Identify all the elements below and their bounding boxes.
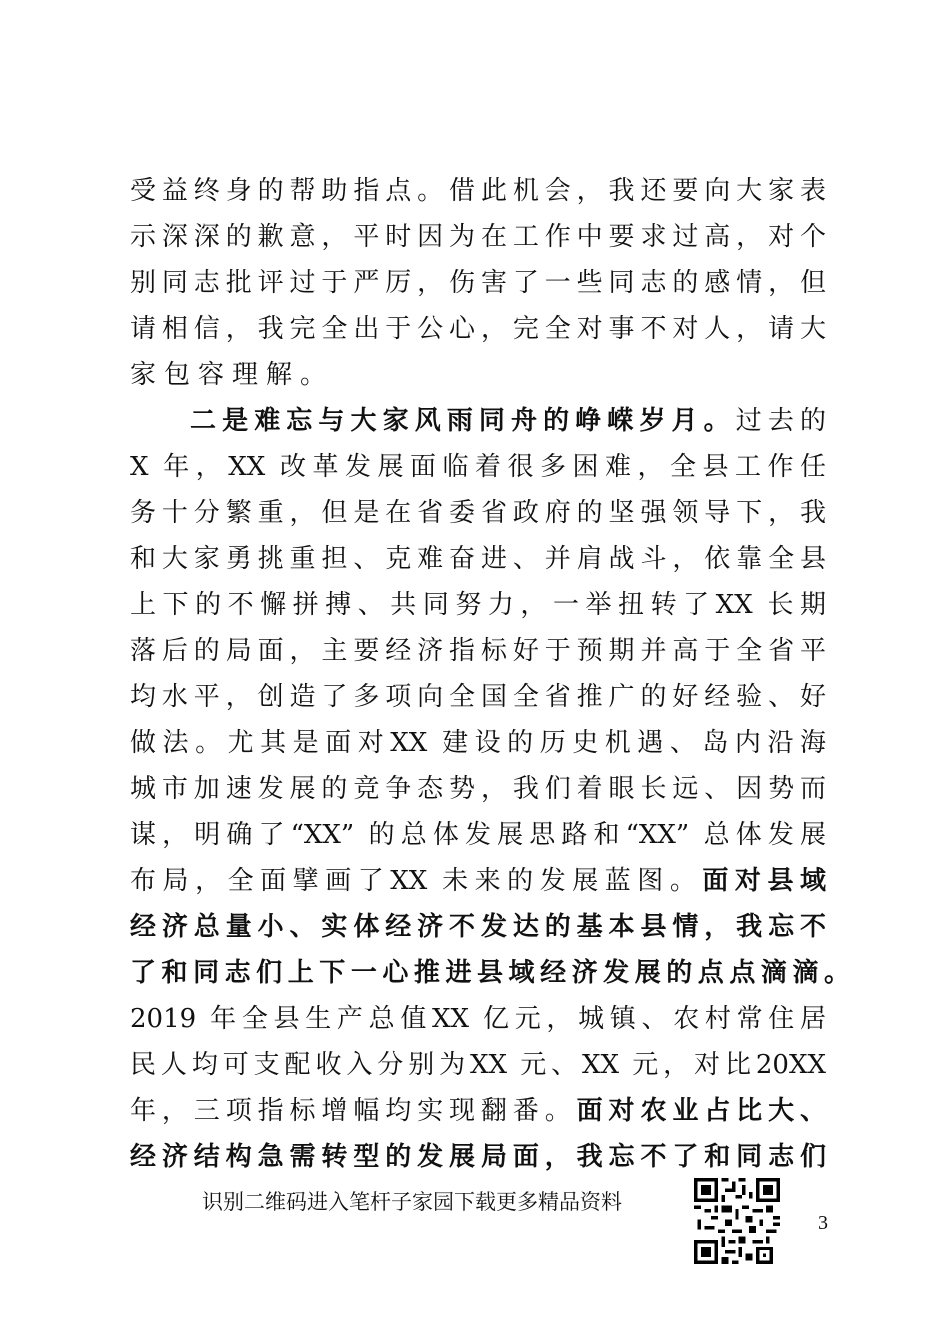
body-line: 城市加速发展的竞争态势，我们着眼长远、因势而	[130, 774, 826, 804]
body-line: 务十分繁重，但是在省委省政府的坚强领导下，我	[130, 498, 826, 528]
bold-text: 面对农业占比大、	[576, 1096, 826, 1126]
body-text: 年，三项指标增幅均实现翻番。	[130, 1096, 577, 1126]
body-line: 上下的不懈拼搏、共同努力，一举扭转了XX 长期	[130, 590, 826, 620]
footer-promo-text: 识别二维码进入笔杆子家园下载更多精品资料	[202, 1190, 622, 1214]
section-heading-line	[190, 398, 826, 444]
body-line: 做法。尤其是面对XX 建设的历史机遇、岛内沿海	[130, 728, 826, 758]
qr-code-icon[interactable]	[694, 1178, 780, 1264]
section-heading: 二是难忘与大家风雨同舟的峥嵘岁月。	[190, 406, 736, 436]
body-line: X 年，XX 改革发展面临着很多困难，全县工作任	[130, 452, 826, 482]
body-line: 谋，明确了“XX” 的总体发展思路和“XX” 总体发展	[130, 820, 826, 850]
body-line: 示深深的歉意，平时因为在工作中要求过高，对个	[130, 222, 826, 252]
body-line: 别同志批评过于严厉，伤害了一些同志的感情，但	[130, 268, 826, 298]
body-text: 布局，全面擘画了XX 未来的发展蓝图。	[130, 866, 703, 896]
bold-text: 面对县域	[702, 866, 826, 896]
body-line: 请相信，我完全出于公心，完全对事不对人，请大	[130, 314, 826, 344]
bold-line: 经济结构急需转型的发展局面，我忘不了和同志们	[130, 1142, 826, 1172]
mixed-line	[130, 858, 826, 904]
bold-line: 经济总量小、实体经济不发达的基本县情，我忘不	[130, 912, 826, 942]
body-line: 落后的局面，主要经济指标好于预期并高于全省平	[130, 636, 826, 666]
body-text: 过去的	[735, 406, 826, 436]
mixed-line	[130, 1088, 826, 1134]
body-line: 受益终身的帮助指点。借此机会，我还要向大家表	[130, 176, 826, 206]
body-line: 均水平，创造了多项向全国全省推广的好经验、好	[130, 682, 826, 712]
body-line: 和大家勇挑重担、克难奋进、并肩战斗，依靠全县	[130, 544, 826, 574]
body-line: 民人均可支配收入分别为XX 元、XX 元，对比20XX	[130, 1050, 826, 1080]
page-number: 3	[818, 1212, 828, 1234]
body-line: 2019 年全县生产总值XX 亿元，城镇、农村常住居	[130, 1004, 826, 1034]
body-line: 家包容理解。	[130, 360, 335, 390]
bold-line: 了和同志们上下一心推进县域经济发展的点点滴滴。	[130, 958, 850, 988]
